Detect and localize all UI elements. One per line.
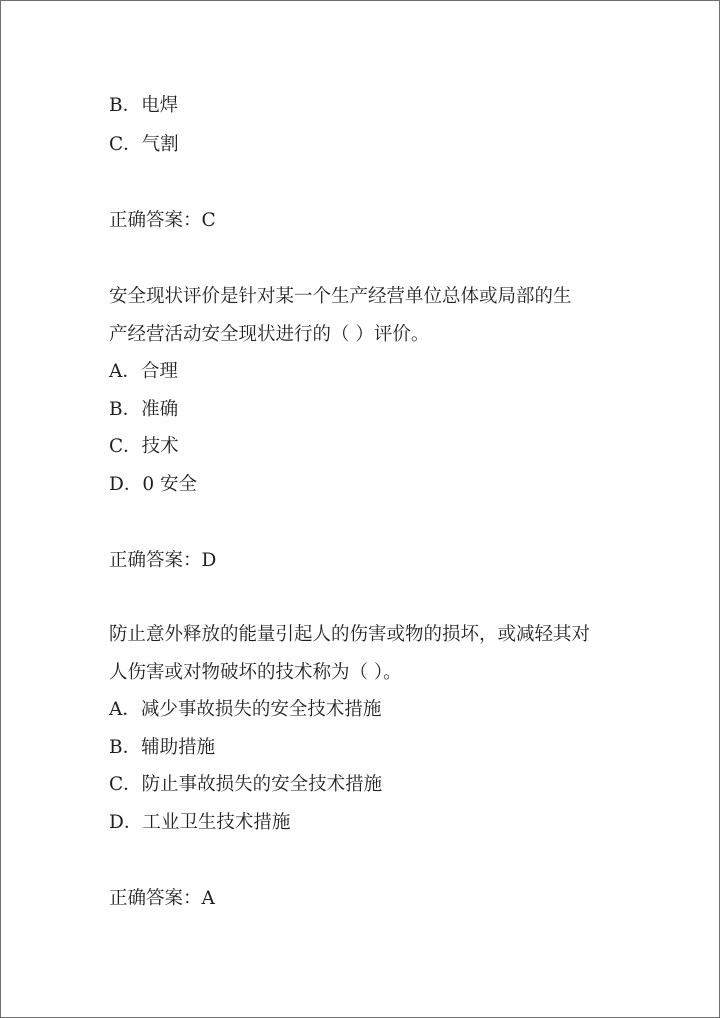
option-a: A．合理 bbox=[109, 361, 178, 382]
option-a: A．减少事故损失的安全技术措施 bbox=[109, 699, 382, 720]
option-c: C．防止事故损失的安全技术措施 bbox=[109, 774, 383, 795]
option-c: C．气割 bbox=[109, 134, 179, 155]
question-stem-line-2: 人伤害或对物破坏的技术称为（ ）。 bbox=[109, 662, 402, 683]
option-c: C．技术 bbox=[109, 436, 179, 457]
option-d: D．工业卫生技术措施 bbox=[109, 812, 291, 833]
option-b: B．准确 bbox=[109, 399, 179, 420]
question-stem-line-2: 产经营活动安全现状进行的（ ）评价。 bbox=[109, 324, 430, 345]
question-stem-line-1: 防止意外释放的能量引起人的伤害或物的损坏，或减轻其对 bbox=[109, 624, 591, 645]
answer-line: 正确答案：D bbox=[109, 550, 217, 571]
question-stem-line-1: 安全现状评价是针对某一个生产经营单位总体或局部的生 bbox=[109, 286, 572, 307]
answer-line: 正确答案：C bbox=[109, 210, 216, 231]
option-d: D．0 安全 bbox=[109, 474, 197, 495]
option-b: B．电焊 bbox=[109, 95, 179, 116]
answer-line: 正确答案：A bbox=[109, 888, 215, 909]
option-b: B．辅助措施 bbox=[109, 737, 216, 758]
